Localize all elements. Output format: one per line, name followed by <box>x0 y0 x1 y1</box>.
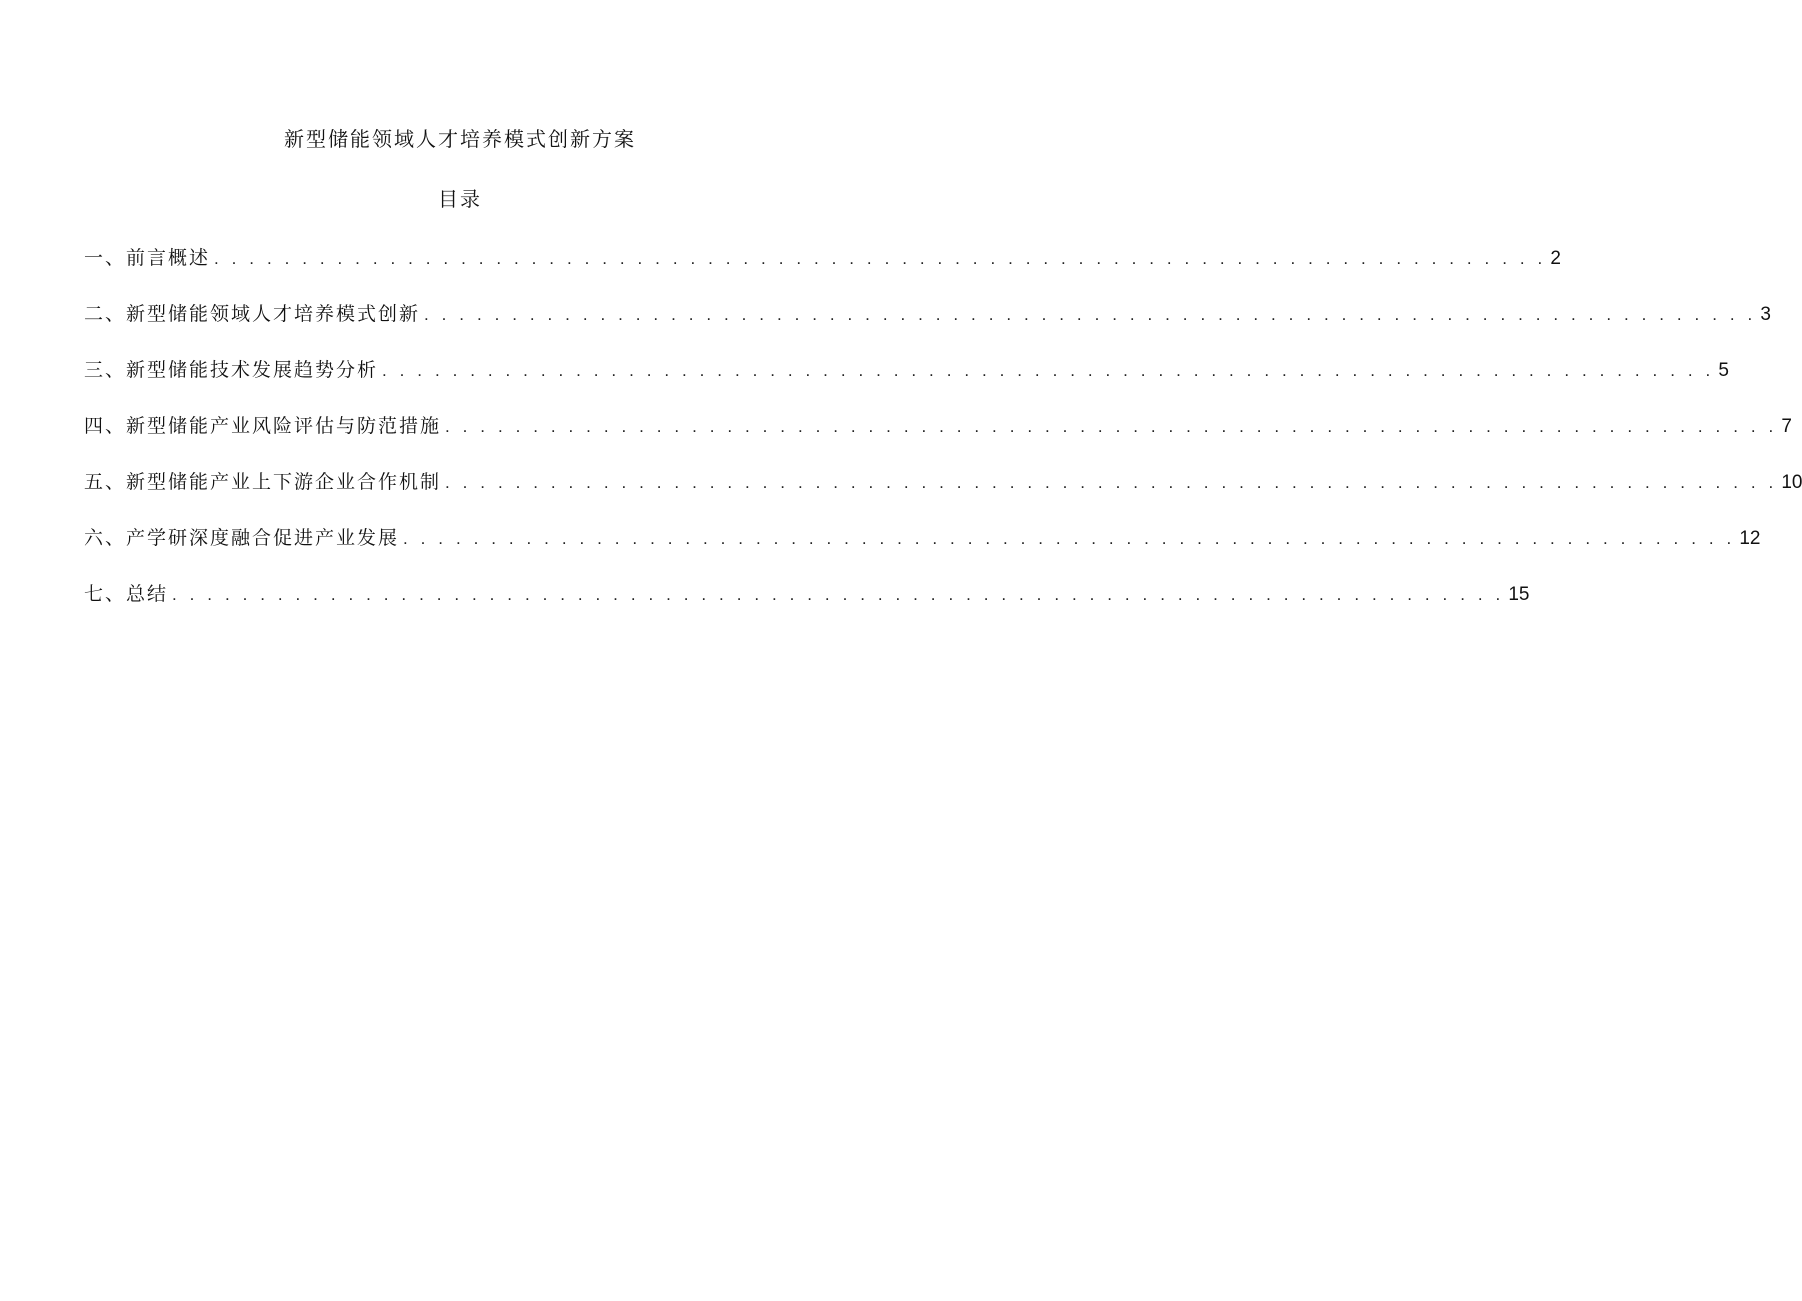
toc-page-number: 2 <box>1550 248 1561 269</box>
document-title: 新型储能领域人才培养模式创新方案 <box>284 127 636 151</box>
toc-entry[interactable] <box>84 352 1729 408</box>
toc-entry-label: 五、新型储能产业上下游企业合作机制 <box>84 471 442 493</box>
table-of-contents <box>84 240 1802 632</box>
toc-entry[interactable] <box>84 464 1802 520</box>
toc-entry[interactable] <box>84 240 1561 296</box>
toc-entry-label: 三、新型储能技术发展趋势分析 <box>84 359 379 381</box>
toc-entry-label: 四、新型储能产业风险评估与防范措施 <box>84 415 442 437</box>
toc-page-number: 5 <box>1718 360 1729 381</box>
toc-entry[interactable] <box>84 520 1761 576</box>
toc-dot-leader: . . . . . . . . . . . . . . . . . . . . . . . . . . . . . . . . . . . . . . . . . . . . . . . . . . . . . . . . . . . . . . . . . . . . . . . . . . . . <box>214 249 1547 268</box>
toc-heading: 目录 <box>438 187 482 211</box>
toc-page-number: 7 <box>1781 416 1792 437</box>
toc-dot-leader: . . . . . . . . . . . . . . . . . . . . . . . . . . . . . . . . . . . . . . . . . . . . . . . . . . . . . . . . . . . . . . . . . . . . . . . . . . . . <box>445 473 1778 492</box>
toc-dot-leader: . . . . . . . . . . . . . . . . . . . . . . . . . . . . . . . . . . . . . . . . . . . . . . . . . . . . . . . . . . . . . . . . . . . . . . . . . . . . <box>382 361 1715 380</box>
toc-entry-label: 七、总结 <box>84 583 169 605</box>
toc-entry-label: 一、前言概述 <box>84 247 211 269</box>
toc-entry[interactable] <box>84 576 1530 632</box>
toc-dot-leader: . . . . . . . . . . . . . . . . . . . . . . . . . . . . . . . . . . . . . . . . . . . . . . . . . . . . . . . . . . . . . . . . . . . . . . . . . . . . <box>424 305 1757 324</box>
toc-dot-leader: . . . . . . . . . . . . . . . . . . . . . . . . . . . . . . . . . . . . . . . . . . . . . . . . . . . . . . . . . . . . . . . . . . . . . . . . . . . . <box>172 585 1505 604</box>
toc-entry-label: 二、新型储能领域人才培养模式创新 <box>84 303 421 325</box>
toc-page-number: 10 <box>1781 472 1802 493</box>
toc-page-number: 3 <box>1760 304 1771 325</box>
toc-entry[interactable] <box>84 408 1792 464</box>
toc-entry[interactable] <box>84 296 1771 352</box>
toc-page-number: 12 <box>1739 528 1761 549</box>
toc-entry-label: 六、产学研深度融合促进产业发展 <box>84 527 400 549</box>
toc-page-number: 15 <box>1508 584 1530 605</box>
toc-dot-leader: . . . . . . . . . . . . . . . . . . . . . . . . . . . . . . . . . . . . . . . . . . . . . . . . . . . . . . . . . . . . . . . . . . . . . . . . . . . . <box>445 417 1778 436</box>
toc-dot-leader: . . . . . . . . . . . . . . . . . . . . . . . . . . . . . . . . . . . . . . . . . . . . . . . . . . . . . . . . . . . . . . . . . . . . . . . . . . . . <box>403 529 1736 548</box>
